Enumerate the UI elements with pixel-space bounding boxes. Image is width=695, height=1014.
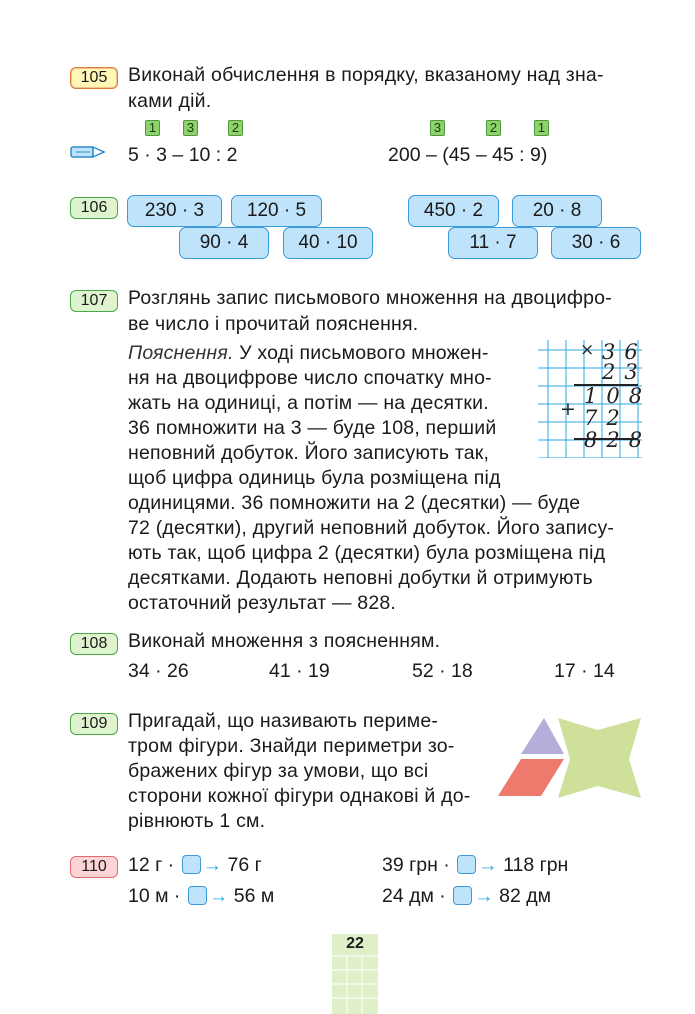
page-number: 22 (346, 935, 364, 952)
ex107-explanation-line (128, 341, 489, 367)
arrow-icon: → (478, 854, 498, 876)
ex107-explanation-line: 36 помножити на 3 — буде 108, перший (128, 417, 497, 439)
expression-box: 230 · 3 (127, 195, 222, 227)
expression-box: 30 · 6 (551, 227, 641, 259)
plus-sign: + (560, 398, 576, 420)
star-shape (558, 718, 641, 798)
parallelogram-shape (498, 759, 564, 796)
ex110-row (382, 885, 551, 908)
exercise-number-106: 106 (70, 197, 118, 219)
calc-row-1: 36 (602, 340, 647, 364)
arrow-icon: → (208, 885, 229, 907)
ex108-item: 41 · 19 (269, 660, 330, 682)
ex107-explanation-line: щоб цифра одиниць була розміщена під (128, 467, 501, 489)
expression-box: 120 · 5 (231, 195, 322, 227)
ex105-order-marker: 3 (183, 120, 198, 136)
ex105-order-marker: 2 (228, 120, 243, 136)
exercise-number-105: 105 (70, 67, 118, 89)
ex107-text-line: ве число і прочитай пояснення. (128, 313, 419, 335)
ex105-order-marker: 1 (145, 120, 160, 136)
ex110-left: 39 грн · (382, 854, 450, 876)
exercise-number-107: 107 (70, 290, 118, 312)
ex110-left: 12 г · (128, 854, 175, 876)
ex108-item: 17 · 14 (554, 660, 615, 682)
ex107-explanation-line: неповний добуток. Його записують так, (128, 442, 490, 464)
ex110-right: 56 м (233, 885, 275, 907)
blank-box[interactable] (453, 886, 472, 905)
ex108-item: 52 · 18 (412, 660, 473, 682)
ex108-text: Виконай множення з поясненням. (128, 630, 441, 652)
ex107-explanation-line: одиницями. 36 помножити на 2 (десятки) — буде (128, 492, 581, 514)
ex109-text-line: сторони кожної фігури однакові й до- (128, 785, 471, 807)
expression-box: 90 · 4 (179, 227, 269, 259)
arrow-icon: → (202, 854, 223, 876)
ex109-text-line: бражених фігур за умови, що всі (128, 760, 429, 782)
ex110-right: 82 дм (499, 885, 552, 907)
ex107-explanation-line: 72 (десятки), другий неповний добуток. Його запису- (128, 517, 615, 539)
ex105-order-marker: 3 (430, 120, 445, 136)
ex110-right: 76 г (227, 854, 262, 876)
calc-row-2: 23 (602, 360, 647, 384)
exercise-number-109: 109 (70, 713, 118, 735)
ex107-explanation-line: ня на двоцифрове число спочатку мно- (128, 367, 492, 389)
times-sign: × (580, 340, 595, 360)
expression-box: 40 · 10 (283, 227, 373, 259)
ex107-explanation-line: остаточний результат — 828. (128, 592, 397, 614)
ex110-left: 24 дм · (382, 885, 446, 907)
blank-box[interactable] (182, 855, 201, 874)
ex105-expression-1: 5 · 3 – 10 : 2 (128, 144, 238, 166)
ex109-text-line: тром фігури. Знайди периметри зо- (128, 735, 455, 757)
calc-row-4: 72 (584, 406, 629, 430)
explanation-label: Пояснення. (128, 342, 234, 364)
calc-row-5: 828 (584, 428, 652, 452)
ex109-text-line: рівнюють 1 см. (128, 810, 266, 832)
ex110-right: 118 грн (503, 854, 569, 876)
ex110-left: 10 м · (128, 885, 181, 907)
ex110-row (382, 854, 568, 877)
shapes-figure (498, 714, 643, 800)
ex107-explanation-line: жать на одиниці, а потім — на десятки. (128, 392, 489, 414)
ex105-text-line1: Виконай обчислення в порядку, вказаному над зна- (128, 64, 604, 86)
ex110-row (128, 885, 274, 908)
blank-box[interactable] (188, 886, 207, 905)
expression-box: 450 · 2 (408, 195, 499, 227)
calc-row-3: 108 (584, 384, 652, 408)
ex110-row (128, 854, 262, 877)
triangle-shape (521, 718, 564, 754)
ex105-expression-2: 200 – (45 – 45 : 9) (388, 144, 548, 166)
ex105-order-marker: 1 (534, 120, 549, 136)
expression-box: 20 · 8 (512, 195, 602, 227)
ex107-explanation-line: ють так, щоб цифра 2 (десятки) була розміщена під (128, 542, 606, 564)
ex105-text-line2: ками дій. (128, 90, 212, 112)
ex107-explanation-line: десятками. Додають неповні добутки й отримують (128, 567, 593, 589)
blank-box[interactable] (457, 855, 476, 874)
ex107-text-line: Розглянь запис письмового множення на двоцифро- (128, 287, 612, 309)
exercise-number-108: 108 (70, 633, 118, 655)
ex105-order-marker: 2 (486, 120, 501, 136)
arrow-icon: → (474, 885, 494, 907)
exercise-number-110: 110 (70, 856, 118, 878)
expression-box: 11 · 7 (448, 227, 538, 259)
ex109-text-line: Пригадай, що називають периме- (128, 710, 439, 732)
pencil-icon (70, 145, 106, 159)
explanation-text: У ході письмового множен- (233, 342, 489, 364)
ex108-item: 34 · 26 (128, 660, 189, 682)
